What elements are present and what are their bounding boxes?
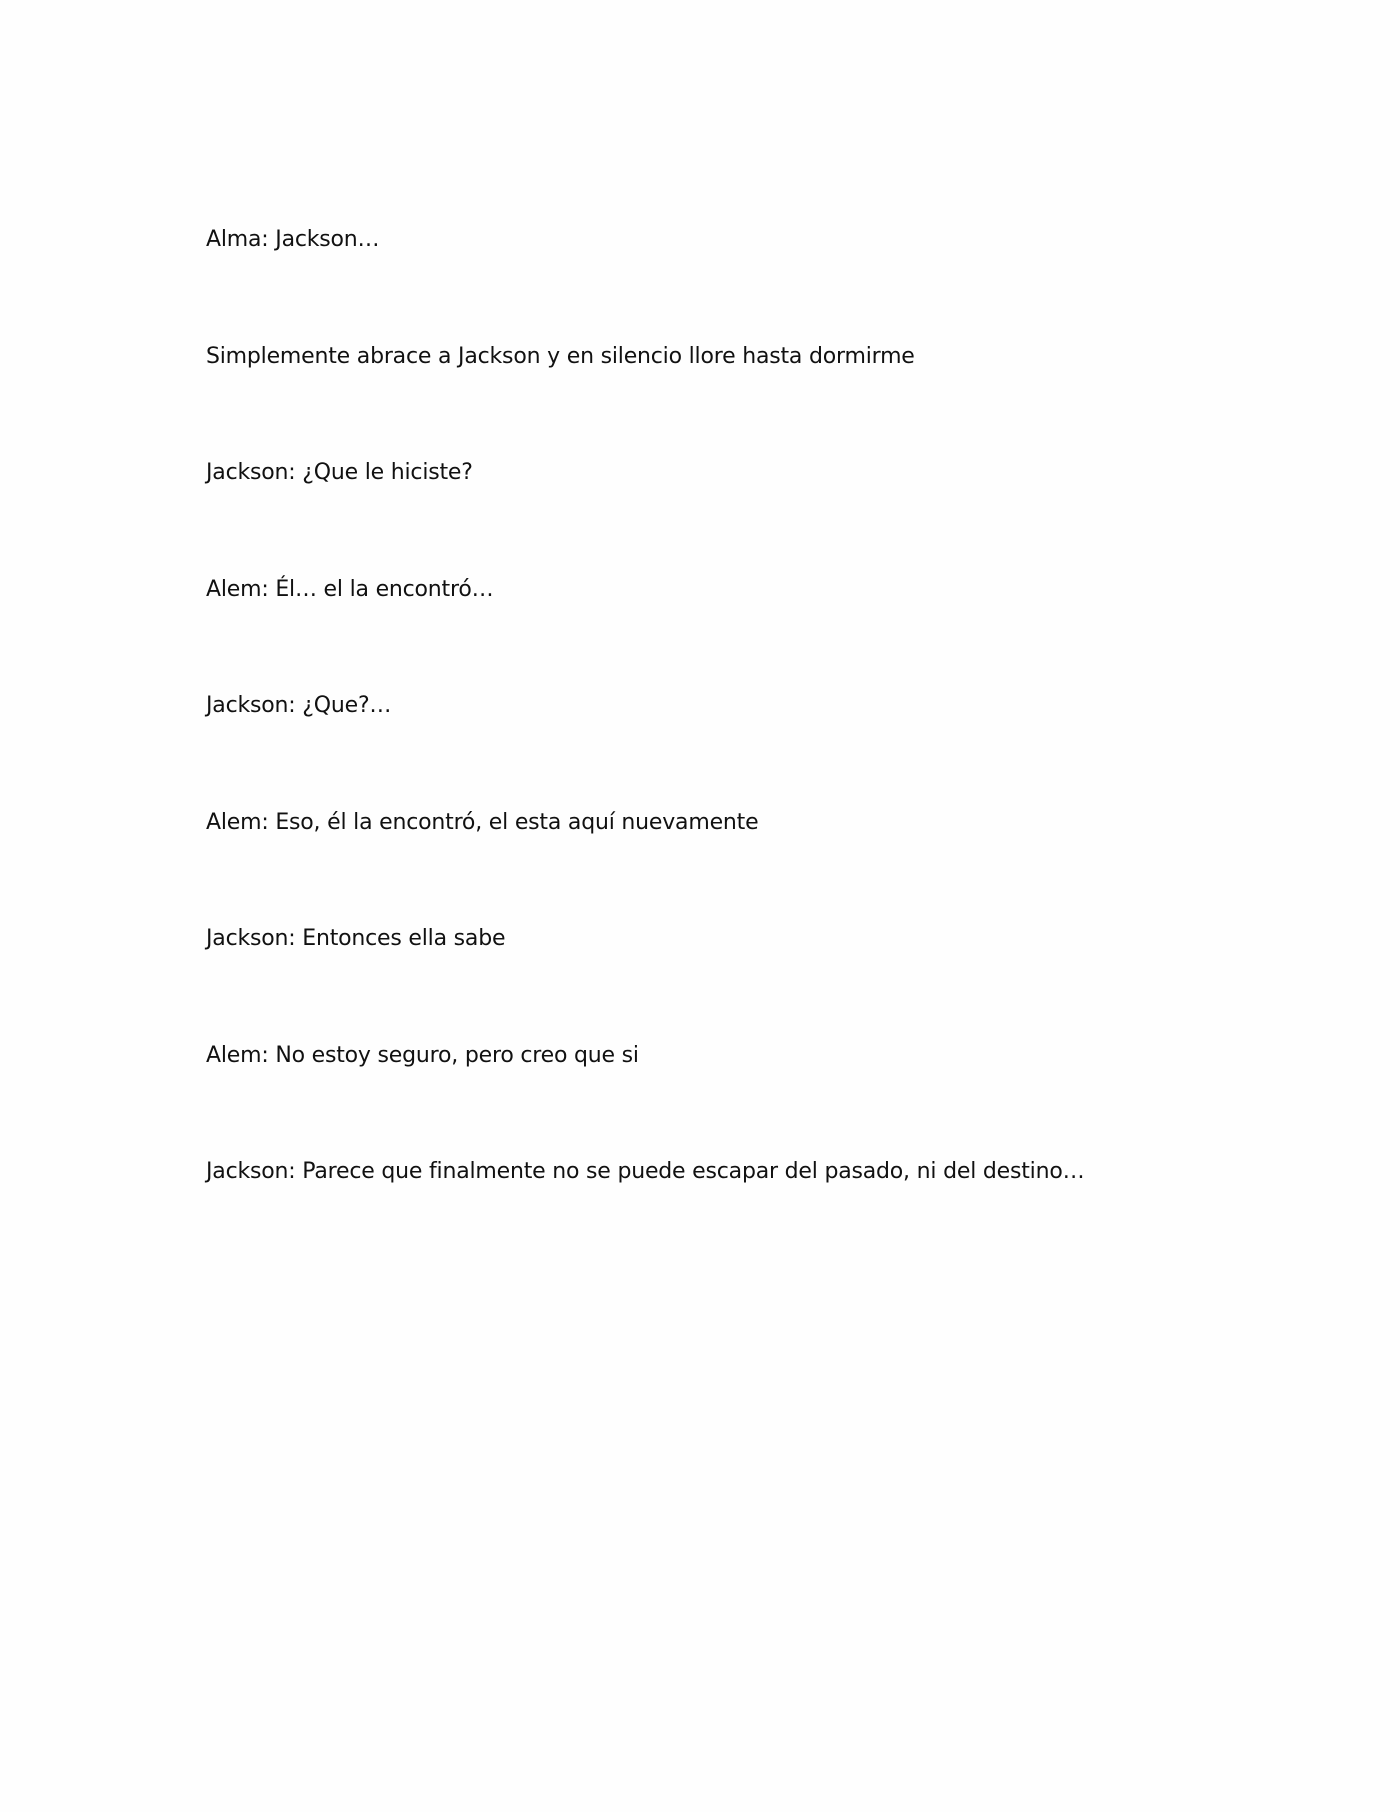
dialogue-line: Alem: Él… el la encontró…: [206, 576, 494, 602]
dialogue-line: Jackson: ¿Que le hiciste?: [206, 460, 473, 485]
dialogue-line: Alem: Eso, él la encontró, el esta aquí nuevamente: [206, 809, 759, 835]
dialogue-line: Alma: Jackson…: [206, 227, 380, 252]
dialogue-line: Jackson: Entonces ella sabe: [206, 926, 506, 951]
document-body: [206, 222, 1206, 1271]
dialogue-line: Jackson: ¿Que?…: [206, 693, 392, 718]
dialogue-line: Alem: No estoy seguro, pero creo que si: [206, 1042, 639, 1068]
dialogue-line: Jackson: Parece que finalmente no se puede escapar del pasado, ni del destino…: [206, 1159, 1085, 1184]
narration-line: Simplemente abrace a Jackson y en silencio llore hasta dormirme: [206, 343, 915, 369]
